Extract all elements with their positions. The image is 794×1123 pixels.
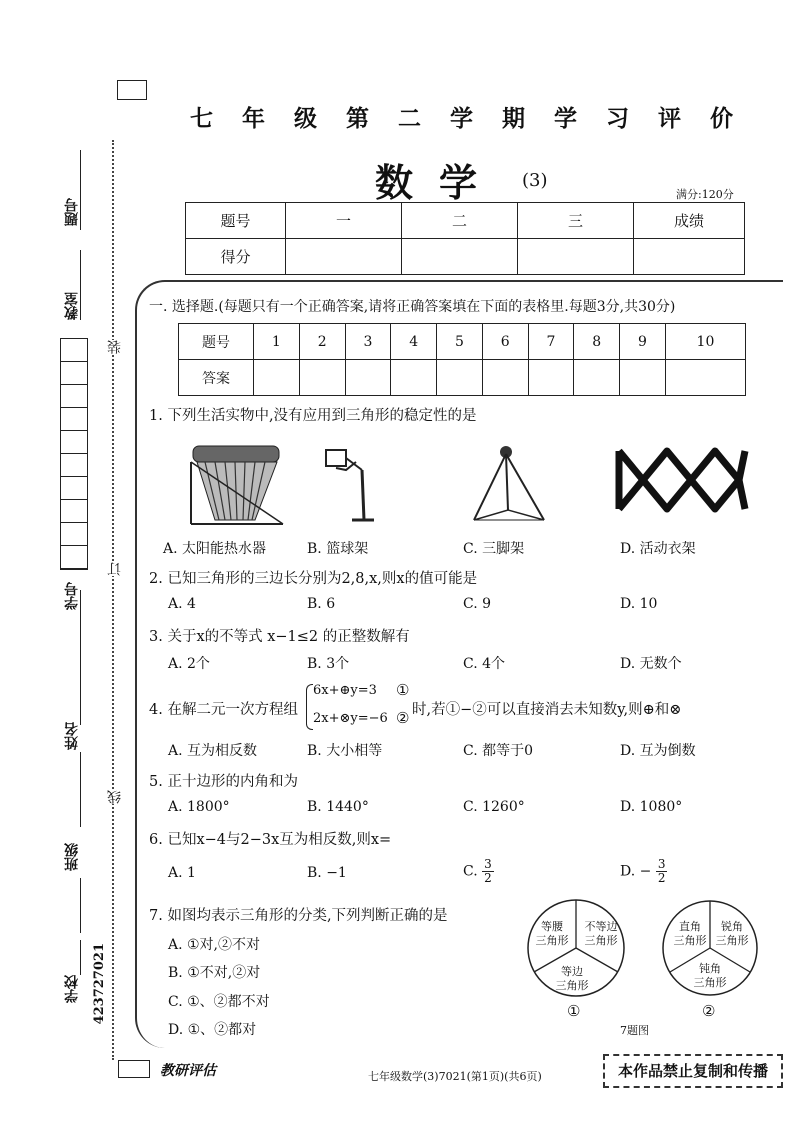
label-school: 学校 bbox=[64, 975, 80, 1003]
denominator: 2 bbox=[484, 871, 492, 885]
answer-input-cell[interactable] bbox=[345, 360, 391, 396]
q4-option-b: B. 大小相等 bbox=[307, 743, 383, 759]
q3-option-d: D. 无数个 bbox=[620, 656, 682, 672]
label-class: 班级 bbox=[64, 843, 80, 871]
question-4-stem-prefix: 4. 在解二元一次方程组 bbox=[149, 702, 298, 718]
room-field[interactable] bbox=[80, 250, 81, 320]
label-student-no: 学号 bbox=[64, 582, 80, 610]
score-input-cell[interactable] bbox=[402, 239, 518, 275]
q6-option-b: B. −1 bbox=[307, 865, 347, 881]
footer-left-box bbox=[118, 1060, 150, 1078]
solar-water-heater-image bbox=[185, 440, 285, 530]
sector-label: 三角形 bbox=[535, 934, 569, 947]
q6-c-fraction bbox=[482, 858, 494, 885]
q1-option-b: B. 篮球架 bbox=[307, 541, 369, 557]
equation-1-marker: ① bbox=[396, 681, 410, 699]
answer-input-cell[interactable] bbox=[574, 360, 620, 396]
q7-option-d: D. ①、②都对 bbox=[168, 1022, 257, 1038]
q2-option-c: C. 9 bbox=[463, 596, 492, 612]
figure-caption: 7题图 bbox=[620, 1024, 649, 1037]
diagram1-sector-equilateral bbox=[552, 965, 592, 993]
q3-option-b: B. 3个 bbox=[307, 656, 350, 672]
q1-option-c: C. 三脚架 bbox=[463, 541, 525, 557]
q2-option-d: D. 10 bbox=[620, 596, 658, 612]
diagram2-sector-obtuse bbox=[690, 962, 730, 990]
answer-table bbox=[178, 323, 746, 396]
q7-option-a: A. ①对,②不对 bbox=[168, 937, 261, 953]
score-cell: 得分 bbox=[186, 239, 286, 275]
denominator: 2 bbox=[657, 871, 666, 885]
corner-box bbox=[117, 80, 147, 100]
q5-option-b: B. 1440° bbox=[307, 799, 369, 815]
full-score: 满分:120分 bbox=[676, 188, 734, 201]
answer-input-cell[interactable] bbox=[665, 360, 745, 396]
score-input-cell[interactable] bbox=[518, 239, 634, 275]
numerator: 3 bbox=[657, 857, 666, 871]
student-no-boxes[interactable] bbox=[60, 338, 88, 570]
q4-option-c: C. 都等于0 bbox=[463, 743, 534, 759]
answer-number-cell: 6 bbox=[482, 324, 528, 360]
sector-label: 三角形 bbox=[584, 934, 618, 947]
binding-zhuang: 装 bbox=[107, 340, 123, 354]
diagram1-sector-scalene bbox=[578, 920, 624, 948]
label-exam-no: 题号 bbox=[64, 198, 80, 226]
score-input-cell[interactable] bbox=[286, 239, 402, 275]
school-field[interactable] bbox=[80, 940, 81, 975]
numerator: 3 bbox=[484, 857, 492, 871]
question-5-stem: 5. 正十边形的内角和为 bbox=[149, 774, 298, 790]
question-6-stem: 6. 已知x−4与2−3x互为相反数,则x= bbox=[149, 832, 392, 848]
answer-input-cell[interactable] bbox=[254, 360, 300, 396]
answer-number-cell: 5 bbox=[437, 324, 483, 360]
q5-option-a: A. 1800° bbox=[168, 799, 230, 815]
page-info: 七年级数学(3)7021(第1页)(共6页) bbox=[368, 1070, 542, 1083]
q4-option-d: D. 互为倒数 bbox=[620, 743, 696, 759]
label-name: 姓名 bbox=[64, 722, 80, 750]
answer-number-cell: 3 bbox=[345, 324, 391, 360]
folding-hanger-image bbox=[615, 445, 750, 515]
question-1-stem: 1. 下列生活实物中,没有应用到三角形的稳定性的是 bbox=[149, 408, 477, 424]
equation-1: 6x+⊕y=3 bbox=[313, 683, 377, 698]
q6-c-prefix: C. bbox=[463, 863, 478, 880]
score-table-header-row bbox=[186, 203, 745, 239]
answer-input-cell[interactable] bbox=[299, 360, 345, 396]
binding-ding: 订 bbox=[107, 562, 123, 576]
sector-label: 三角形 bbox=[555, 979, 589, 992]
sector-label: 等腰 bbox=[541, 920, 563, 933]
question-2-stem: 2. 已知三角形的三边长分别为2,8,x,则x的值可能是 bbox=[149, 571, 478, 587]
binding-xian: 线 bbox=[107, 790, 123, 804]
equation-2-marker: ② bbox=[396, 709, 410, 727]
question-4-stem-suffix: 时,若①−②可以直接消去未知数y,则⊕和⊗ bbox=[412, 702, 682, 718]
answer-table-number-row bbox=[179, 324, 746, 360]
q1-option-d: D. 活动衣架 bbox=[620, 541, 696, 557]
answer-input-cell[interactable] bbox=[391, 360, 437, 396]
sector-label: 锐角 bbox=[721, 920, 743, 933]
answer-header-cell: 题号 bbox=[179, 324, 254, 360]
equation-brace bbox=[306, 684, 313, 730]
q6-d-fraction bbox=[656, 858, 668, 885]
q6-option-c bbox=[463, 858, 494, 885]
answer-number-cell: 9 bbox=[620, 324, 666, 360]
q6-d-prefix: D. − bbox=[620, 863, 652, 880]
sector-label: 钝角 bbox=[699, 962, 721, 975]
q5-option-c: C. 1260° bbox=[463, 799, 525, 815]
sector-label: 等边 bbox=[561, 965, 583, 978]
score-cell: 一 bbox=[286, 203, 402, 239]
paper-number: (3) bbox=[522, 170, 548, 191]
subject-title: 数学 bbox=[375, 160, 504, 205]
question-3-stem: 3. 关于x的不等式 x−1≤2 的正整数解有 bbox=[149, 629, 410, 645]
diagram1-sector-isosceles bbox=[532, 920, 572, 948]
sector-label: 三角形 bbox=[673, 934, 707, 947]
sector-label: 直角 bbox=[679, 920, 701, 933]
copyright-stamp: 本作品禁止复制和传播 bbox=[603, 1054, 783, 1088]
diagram2-sector-right bbox=[670, 920, 710, 948]
name-field-lower[interactable] bbox=[80, 752, 81, 827]
sector-label: 三角形 bbox=[693, 976, 727, 989]
q7-option-c: C. ①、②都不对 bbox=[168, 994, 270, 1010]
answer-input-cell[interactable] bbox=[620, 360, 666, 396]
diagram2-sector-acute bbox=[712, 920, 752, 948]
name-field[interactable] bbox=[80, 630, 81, 725]
answer-input-cell[interactable] bbox=[482, 360, 528, 396]
q6-option-d bbox=[620, 858, 667, 885]
answer-number-cell: 2 bbox=[299, 324, 345, 360]
score-cell: 二 bbox=[402, 203, 518, 239]
school-code: 423727021 bbox=[92, 943, 107, 1025]
score-input-cell[interactable] bbox=[634, 239, 745, 275]
score-cell: 三 bbox=[518, 203, 634, 239]
answer-number-cell: 4 bbox=[391, 324, 437, 360]
answer-table-answer-row bbox=[179, 360, 746, 396]
score-cell: 题号 bbox=[186, 203, 286, 239]
q2-option-a: A. 4 bbox=[168, 596, 196, 612]
answer-label-cell: 答案 bbox=[179, 360, 254, 396]
tripod-image bbox=[468, 440, 548, 525]
answer-input-cell[interactable] bbox=[437, 360, 483, 396]
basketball-hoop-image bbox=[322, 440, 377, 525]
student-no-field[interactable] bbox=[80, 590, 81, 630]
score-table bbox=[185, 202, 745, 275]
exam-no-field[interactable] bbox=[80, 150, 81, 230]
label-room: 教室 bbox=[64, 292, 80, 320]
sector-label: 三角形 bbox=[715, 934, 749, 947]
footer-brand: 教研评估 bbox=[160, 1063, 216, 1079]
q3-option-a: A. 2个 bbox=[168, 656, 210, 672]
answer-number-cell: 8 bbox=[574, 324, 620, 360]
q6-option-a: A. 1 bbox=[168, 865, 196, 881]
answer-number-cell: 1 bbox=[254, 324, 300, 360]
binding-line bbox=[112, 140, 114, 1060]
diagram1-label: ① bbox=[567, 1002, 581, 1020]
question-7-stem: 7. 如图均表示三角形的分类,下列判断正确的是 bbox=[149, 908, 448, 924]
answer-number-cell: 10 bbox=[665, 324, 745, 360]
q4-option-a: A. 互为相反数 bbox=[168, 743, 258, 759]
score-table-score-row bbox=[186, 239, 745, 275]
sector-label: 不等边 bbox=[584, 920, 618, 933]
q5-option-d: D. 1080° bbox=[620, 799, 683, 815]
q3-option-c: C. 4个 bbox=[463, 656, 506, 672]
section-heading: 一. 选择题.(每题只有一个正确答案,请将正确答案填在下面的表格里.每题3分,共30分) bbox=[149, 299, 676, 315]
exam-title: 七年级第二学期学习评价 bbox=[190, 105, 762, 132]
equation-2: 2x+⊗y=−6 bbox=[313, 711, 388, 726]
answer-number-cell: 7 bbox=[528, 324, 574, 360]
q1-option-a: A. 太阳能热水器 bbox=[163, 541, 267, 557]
score-cell: 成绩 bbox=[634, 203, 745, 239]
answer-input-cell[interactable] bbox=[528, 360, 574, 396]
q7-option-b: B. ①不对,②对 bbox=[168, 965, 261, 981]
diagram2-label: ② bbox=[702, 1002, 716, 1020]
q2-option-b: B. 6 bbox=[307, 596, 336, 612]
class-field[interactable] bbox=[80, 878, 81, 933]
